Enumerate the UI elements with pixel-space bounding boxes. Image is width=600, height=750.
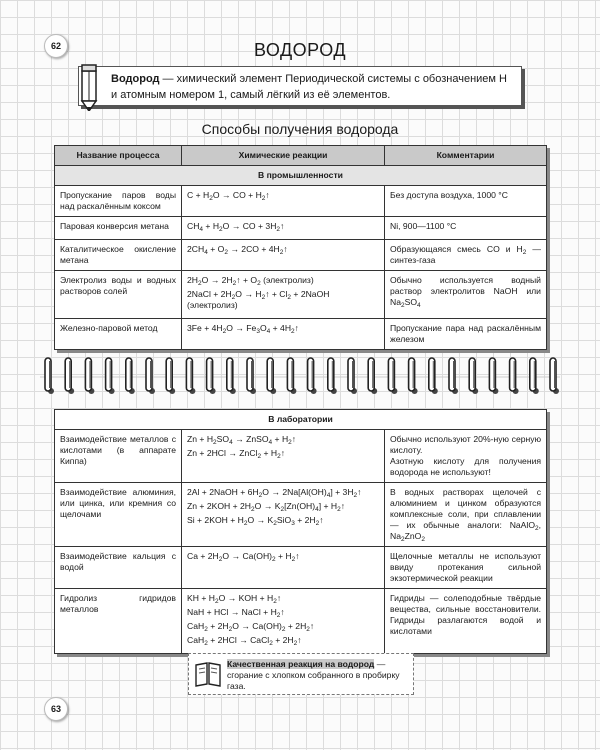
column-header-comments: Комментарии [385, 146, 547, 166]
page-title: ВОДОРОД [253, 40, 347, 60]
process-name: Взаимодействие алюминия, или цинка, или кремния со щелочами [55, 483, 182, 547]
reaction-equation: $2CH_4 + O_2 \to 2CO$ + $4H_2↑$ [187, 244, 288, 256]
process-name: Взаимодействие кальция с водой [55, 547, 182, 589]
lab-row [55, 430, 547, 483]
comment-cell: Щелочные металлы не используют ввиду протекания сильной экзотермической реакции [385, 547, 547, 589]
industry-row [55, 240, 547, 271]
reactions-cell [182, 240, 385, 271]
page-number-top: 62 [44, 34, 68, 58]
reaction-equation: $CaH_2 + 2H_2O \to Ca(OH)_2$ + $2H_2↑$ [187, 621, 315, 633]
lab-row [55, 547, 547, 589]
definition-text: — химический элемент Периодической системы с обозначением H и атомным номером 1, самый лёгкий из её элементов. [111, 73, 507, 101]
comment-cell: Пропускание пара над раскалённым железом [385, 319, 547, 350]
pencil-icon [75, 61, 105, 116]
comment-cell: Гидриды — солеподобные твёрдые вещества, сильные восстановители. Гидриды разлагаются водой и кислотами [385, 589, 547, 654]
reaction-equation: NaH + HCl → NaCl + $H_2↑$ [187, 607, 285, 619]
reactions-cell [182, 430, 385, 483]
lab-row [55, 589, 547, 654]
definition-term: Водород [111, 73, 160, 85]
lab-table [54, 409, 547, 654]
reactions-cell [182, 483, 385, 547]
column-header-process: Название процесса [55, 146, 182, 166]
reaction-equation: $Ca + 2H_2O \to Ca(OH)_2$ + $H_2↑$ [187, 551, 300, 563]
process-name: Пропускание паров воды над раскалённым коксом [55, 186, 182, 217]
reaction-equation: $2H_2O$ → $2H_2↑ + O_2$ (электролиз) [187, 275, 314, 287]
reaction-equation: CaH$_2$ + 2HCl → CaCl$_2$ + $2H_2↑$ [187, 635, 302, 647]
reaction-equation: $C + H_2O$ → CO + $H_2↑$ [187, 190, 270, 202]
section-industry: В промышленности [55, 166, 547, 186]
process-name: Железно-паровой метод [55, 319, 182, 350]
reaction-equation: $CH_4 + H_2O$ → CO + $3H_2↑$ [187, 221, 285, 233]
reaction-equation: Zn + 2HCl → ZnCl$_2$ + $H_2↑$ [187, 448, 285, 460]
comment-cell: Без доступа воздуха, 1000 °C [385, 186, 547, 217]
comment-cell: Обычно используется водный раствор электролитов NaOH или $Na_2SO_4$ [385, 271, 547, 319]
open-book-icon [193, 660, 223, 691]
reactions-cell [182, 547, 385, 589]
process-name: Электролиз воды и водных растворов солей [55, 271, 182, 319]
column-header-reactions: Химические реакции [182, 146, 385, 166]
reactions-cell [182, 271, 385, 319]
industry-row [55, 271, 547, 319]
reactions-cell [182, 217, 385, 240]
reaction-equation: $Si + 2KOH + H_2O \to K_2SiO_3$ + $2H_2↑$ [187, 515, 324, 527]
comment-cell: В водных растворах щелочей с алюминием и цинком образуются комплексные соли, при сплавлении — их обычные аналоги: NaAlO$_2$, $Na_2ZnO_2$ [385, 483, 547, 547]
page-number-bottom: 63 [44, 697, 68, 721]
qualitative-text: — сгорание с хлопком собранного в пробирку газа. [227, 659, 400, 691]
reactions-cell [182, 319, 385, 350]
reactions-cell [182, 589, 385, 654]
reaction-equation: KH + $H_2O$ → KOH + $H_2↑$ [187, 593, 282, 605]
reaction-equation: $Zn + 2KOH + 2H_2O \to K_2[Zn(OH)_4]$ + $H_2↑$ [187, 501, 346, 513]
section-subtitle: Способы получения водорода [201, 121, 399, 137]
industry-row [55, 186, 547, 217]
reaction-equation: $Zn + H_2SO_4$ → ZnSO$_4$ + $H_2↑$ [187, 434, 297, 446]
spiral-binding [0, 355, 600, 399]
process-name: Паровая конверсия метана [55, 217, 182, 240]
comment-cell: Образующаяся смесь CO и $H_2$ — синтез-газа [385, 240, 547, 271]
process-name: Взаимодействие металлов с кислотами (в аппарате Киппа) [55, 430, 182, 483]
reactions-cell [182, 186, 385, 217]
comment-cell: Ni, 900—1100 °C [385, 217, 547, 240]
definition-box [78, 66, 522, 106]
reaction-equation: 2Al + 2NaOH + $6H_2O \to 2Na[Al(OH)_4]$ + $3H_2↑$ [187, 487, 362, 499]
process-name: Гидролиз гидридов металлов [55, 589, 182, 654]
lab-row [55, 483, 547, 547]
reaction-equation: 2NaCl + $2H_2O$ → $H_2↑ + Cl_2$ + 2NaOH (электролиз) [187, 289, 330, 310]
industry-table [54, 145, 547, 350]
industry-row [55, 319, 547, 350]
industry-row [55, 217, 547, 240]
reaction-equation: $3Fe + 4H_2O \to Fe_3O_4$ + $4H_2↑$ [187, 323, 299, 335]
comment-cell: Обычно используют 20%-ную серную кислоту. Азотную кислоту для получения водорода не используют! [385, 430, 547, 483]
qualitative-highlight: Качественная реакция на водород [227, 659, 375, 669]
qualitative-reaction-box [188, 653, 414, 695]
process-name: Каталитическое окисление метана [55, 240, 182, 271]
section-lab: В лаборатории [55, 410, 547, 430]
